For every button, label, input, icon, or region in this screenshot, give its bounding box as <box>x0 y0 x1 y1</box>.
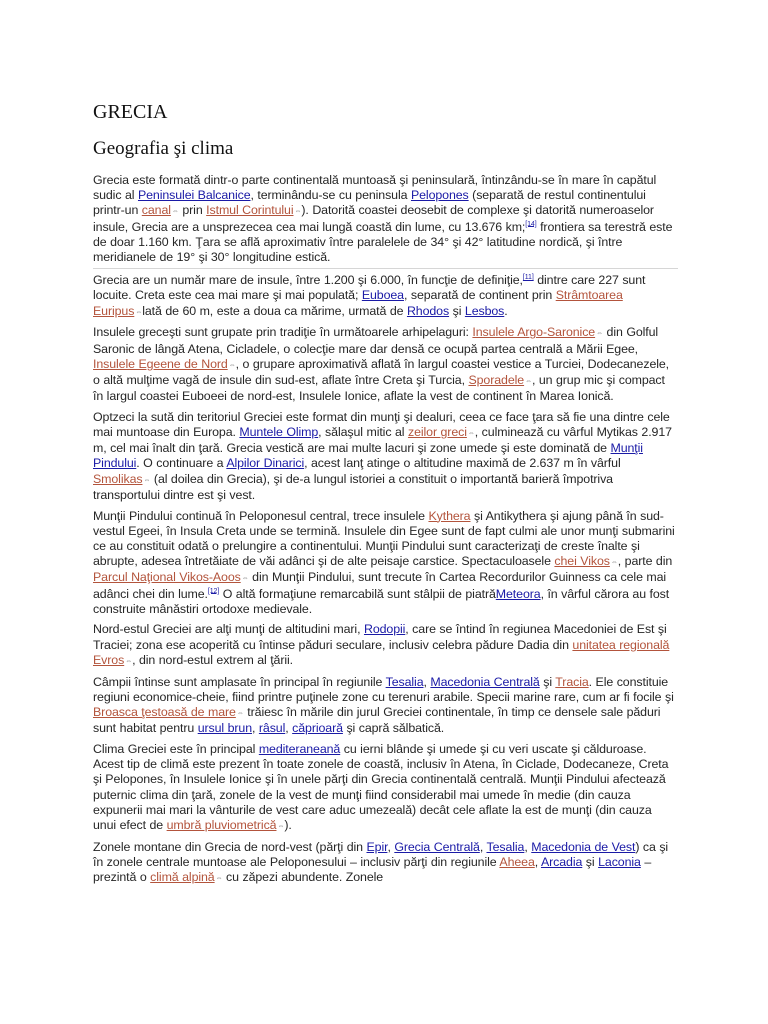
article-link[interactable]: zeilor greci <box>407 425 467 440</box>
text-run: , din nord-estul extrem al ţării. <box>132 652 294 667</box>
text-run: şi Antikythera şi ajung până în sud-vestul Egeei, în Insula Creta unde se termină. Insulele din Egee sunt de fapt culmi ale unor munţi submarini ce au constituit odată o prelungire a continentului. Munţii Pindului sunt caracterizaţi de creste înalte şi abrupte, adesea întretăiate de văi adânci şi de alte peisaje carstice. Spectaculoasele <box>93 508 675 569</box>
article-link[interactable]: Tracia <box>555 674 589 689</box>
text-run: dintre care 227 sunt locuite. Creta este cea mai mare şi mai populată; <box>93 273 646 303</box>
article-link[interactable]: râsul <box>258 721 286 736</box>
text-run: , un grup mic şi compact în largul coastei Euboeei de nord-est, Insulele Ionice, aflate la vest de continent în Marea Ionică. <box>93 372 665 404</box>
external-link-icon: ⇔ <box>236 710 244 717</box>
article-link[interactable]: Muntele Olimp <box>239 425 319 440</box>
article-link[interactable]: Broasca ţestoasă de mare <box>93 705 236 719</box>
article-link[interactable]: Sporadele <box>468 372 525 387</box>
text-run: din Munţii Pindului, sunt trecute în Cartea Recordurilor Guinness ca cele mai adânci chei din lume. <box>93 570 667 601</box>
text-run: cu zăpezi abundente. Zonele <box>222 870 384 885</box>
text-run: , <box>387 839 395 854</box>
external-link-icon: ⇔ <box>294 208 302 216</box>
external-link-icon: ⇔ <box>135 308 143 316</box>
text-run: , <box>285 721 293 736</box>
article-link[interactable]: căprioară <box>292 721 343 736</box>
text-run: Nord-estul Greciei are alţi munţi de altitudini mari, <box>93 622 364 637</box>
external-link-icon: ⇔ <box>125 657 133 665</box>
text-run: lată de 60 m, este a doua ca mărime, urmată de <box>142 303 407 318</box>
article-link[interactable]: umbră pluviometrică <box>166 817 277 832</box>
text-run: prin <box>178 203 207 218</box>
text-run: trăiesc în mările din jurul Greciei continentale, în timp ce densele sale păduri sunt habitat pentru <box>93 705 661 736</box>
text-run: Optzeci la sută din teritoriul Greciei este format din munţi şi dealuri, ceea ce face ţara să fie una dintre cele mai muntoase din Europa. <box>93 409 670 440</box>
text-run: , sălaşul mitic al <box>318 425 408 440</box>
external-link-icon: ⇔ <box>525 377 532 385</box>
text-run: ) ca şi în zonele centrale muntoase ale Peloponesului – inclusiv părţi din regiunile <box>93 839 669 869</box>
text-run: , <box>479 839 487 854</box>
text-run: Insulele greceşti sunt grupate prin tradiţie în următoarele arhipelaguri: <box>93 325 473 340</box>
article-link[interactable]: Rodopii <box>363 622 406 637</box>
text-run: cu ierni blânde şi umede şi cu veri uscate şi călduroase. Acest tip de climă este prezent în toate zonele de coastă, inclusiv în Atena, în Ciclade, Dodecaneze, Creta şi Pelopones, în Insulele Ionice şi în unele părţi din Grecia continentală centrală. Munţii Pindului afectează puternic clima din ţară, zonele de la vest de munţi fiind considerabil mai umede în medie (din cauza expunerii mai mari la vânturile de vest care aduc umezeală) decât cele aflate la est de munţi (din cauza unui efect de <box>93 741 669 832</box>
article-link[interactable]: Munţii Pindului <box>93 441 643 471</box>
external-link-icon: ⇔ <box>241 575 249 583</box>
article-link[interactable]: Tesalia <box>486 839 525 854</box>
article-link[interactable]: Parcul Naţional Vikos-Aoos <box>93 570 241 585</box>
article-link[interactable]: canal <box>141 203 171 218</box>
external-link-icon: ⇔ <box>171 208 179 216</box>
text-run: Munţii Pindului continuă în Peloponesul central, trece insulele <box>93 508 429 523</box>
text-run: , în vârful cărora au fost construite mânăstiri ortodoxe medievale. <box>93 586 670 616</box>
text-run: , separată de continent prin <box>403 288 556 303</box>
article-link[interactable]: chei Vikos <box>554 554 610 569</box>
text-run: , culminează cu vârful Mytikas 2.917 m, cel mai înalt din ţară. Grecia vestică are mai multe lacuri şi zone umede şi este dominată de <box>93 425 672 456</box>
paragraph <box>93 410 678 503</box>
text-run: , <box>423 674 431 689</box>
article-link[interactable]: ursul brun <box>197 721 252 736</box>
article-link[interactable]: Euboea <box>361 288 404 303</box>
text-run: O altă formaţiune remarcabilă sunt stâlpii de piatră <box>219 586 496 601</box>
paragraph <box>93 273 678 320</box>
external-link-icon: ⇔ <box>277 822 285 830</box>
article-link[interactable]: Grecia Centrală <box>394 839 480 854</box>
citation-link[interactable]: [14] <box>525 220 537 228</box>
text-run: ). Datorită coastei deosebit de complexe şi datorită numeroaselor insule, Grecia are a unsprezecea cea mai lungă coastă din lume, cu 13.676 km; <box>93 203 654 234</box>
text-run: şi <box>539 674 556 689</box>
external-link-icon: ⇔ <box>467 430 475 438</box>
article-link[interactable]: Tesalia <box>385 674 424 689</box>
text-run: Clima Greciei este în principal <box>93 741 259 756</box>
text-run: , terminându-se cu peninsula <box>250 188 411 203</box>
external-link-icon: ⇔ <box>228 361 236 369</box>
citation-link[interactable]: [12] <box>207 587 220 595</box>
text-run: , care se întind în regiunea Macedoniei de Est şi Traciei; zona ese acoperită cu întinse păduri seculare, inclusiv celebra pădure Dadia din <box>93 622 667 652</box>
article-link[interactable]: Epir <box>366 839 388 854</box>
text-run: , o grupare aproximativă aflată în largul coastei vestice a Turciei, Dodecanezele, o altă mulţime vagă de insule din sud-est, aflate între Creta şi Turcia, <box>93 356 670 387</box>
section-heading: Geografia şi clima <box>93 138 234 159</box>
article-link[interactable]: Arcadia <box>540 854 583 869</box>
article-link[interactable]: Alpilor Dinarici <box>226 456 305 471</box>
text-run: şi <box>582 854 599 869</box>
article-link[interactable]: Insulele Argo-Saronice <box>472 325 596 340</box>
external-link-icon: ⇔ <box>143 476 151 484</box>
article-link[interactable]: mediteraneană <box>258 741 341 756</box>
article-link[interactable]: Rhodos <box>406 303 450 318</box>
article-link[interactable]: Pelopones <box>410 188 469 203</box>
paragraph <box>93 675 678 737</box>
article-link[interactable]: Macedonia de Vest <box>531 839 636 854</box>
text-run: şi <box>449 303 465 318</box>
text-run: frontiera sa terestră este de doar 1.160 km. Ţara se află aproximativ între paralelele de 34° şi 42° latitudine nordică, şi între meridianele de 19° şi 30° longitudine estică. <box>93 219 673 265</box>
text-run: , acest lanţ atinge o altitudine maximă de 2.637 m în vârful <box>304 456 621 471</box>
text-run: Grecia are un număr mare de insule, între 1.200 şi 6.000, în funcţie de definiţie, <box>93 273 523 288</box>
article-link[interactable]: Meteora <box>495 586 541 601</box>
external-link-icon: ⇔ <box>596 330 603 338</box>
article-body <box>93 173 678 892</box>
article-link[interactable]: Lesbos <box>464 303 505 318</box>
article-link[interactable]: Macedonia Centrală <box>430 674 540 689</box>
article-link[interactable]: unitatea regională Evros <box>93 637 670 667</box>
article-link[interactable]: Laconia <box>598 854 641 869</box>
citation-link[interactable]: [11] <box>522 274 534 282</box>
text-run: Zonele montane din Grecia de nord-vest (părţi din <box>93 839 367 854</box>
text-run: . <box>504 303 508 318</box>
text-run: , <box>534 854 541 869</box>
paragraph <box>93 840 678 887</box>
paragraph <box>93 742 678 834</box>
paragraph <box>93 509 678 617</box>
text-run: Grecia este formată dintr-o parte continentală muntoasă şi peninsulară, întinzându-se în mare în capătul sudic al <box>93 173 657 203</box>
article-link[interactable]: Peninsulei Balcanice <box>137 188 251 203</box>
text-run: – prezintă o <box>93 854 652 885</box>
paragraph <box>93 325 678 404</box>
text-run: , parte din <box>617 554 673 569</box>
paragraph <box>93 173 678 269</box>
text-run: (separată de restul continentului printr-un <box>93 188 646 218</box>
article-link[interactable]: Kythera <box>428 508 471 523</box>
external-link-icon: ⇔ <box>610 559 618 567</box>
article-link[interactable]: Insulele Egeene de Nord <box>93 356 228 371</box>
external-link-icon: ⇔ <box>215 875 223 883</box>
article-link[interactable]: Istmul Corintului <box>206 203 294 218</box>
article-link[interactable]: Strâmtoarea Euripus <box>93 288 623 318</box>
article-link[interactable]: climă alpină <box>150 870 215 885</box>
text-run: , <box>252 721 259 736</box>
paragraph <box>93 622 678 669</box>
text-run: din Golful Saronic de lângă Atena, Cicladele, o colecţie mare dar densă ce ocupă partea centrală a Mării Egee, <box>93 325 659 356</box>
text-run: (al doilea din Grecia), şi de-a lungul istoriei a constituit o importantă barieră împotriva transportului dintre est şi vest. <box>93 471 613 502</box>
text-run: . Ele constituie regiuni economice-cheie, fiind printre puţinele zone cu terenuri arabile. Specii marine rare, cum ar fi focile şi <box>93 674 674 704</box>
text-run: şi capră sălbatică. <box>342 721 445 736</box>
text-run: Câmpii întinse sunt amplasate în principal în regiunile <box>93 674 386 689</box>
page-title: GRECIA <box>93 101 168 123</box>
text-run: ). <box>284 817 292 832</box>
article-link[interactable]: Smolikas <box>93 471 143 486</box>
text-run: . O continuare a <box>136 456 227 471</box>
text-run: , <box>524 839 532 854</box>
article-link[interactable]: Aheea <box>499 854 535 869</box>
